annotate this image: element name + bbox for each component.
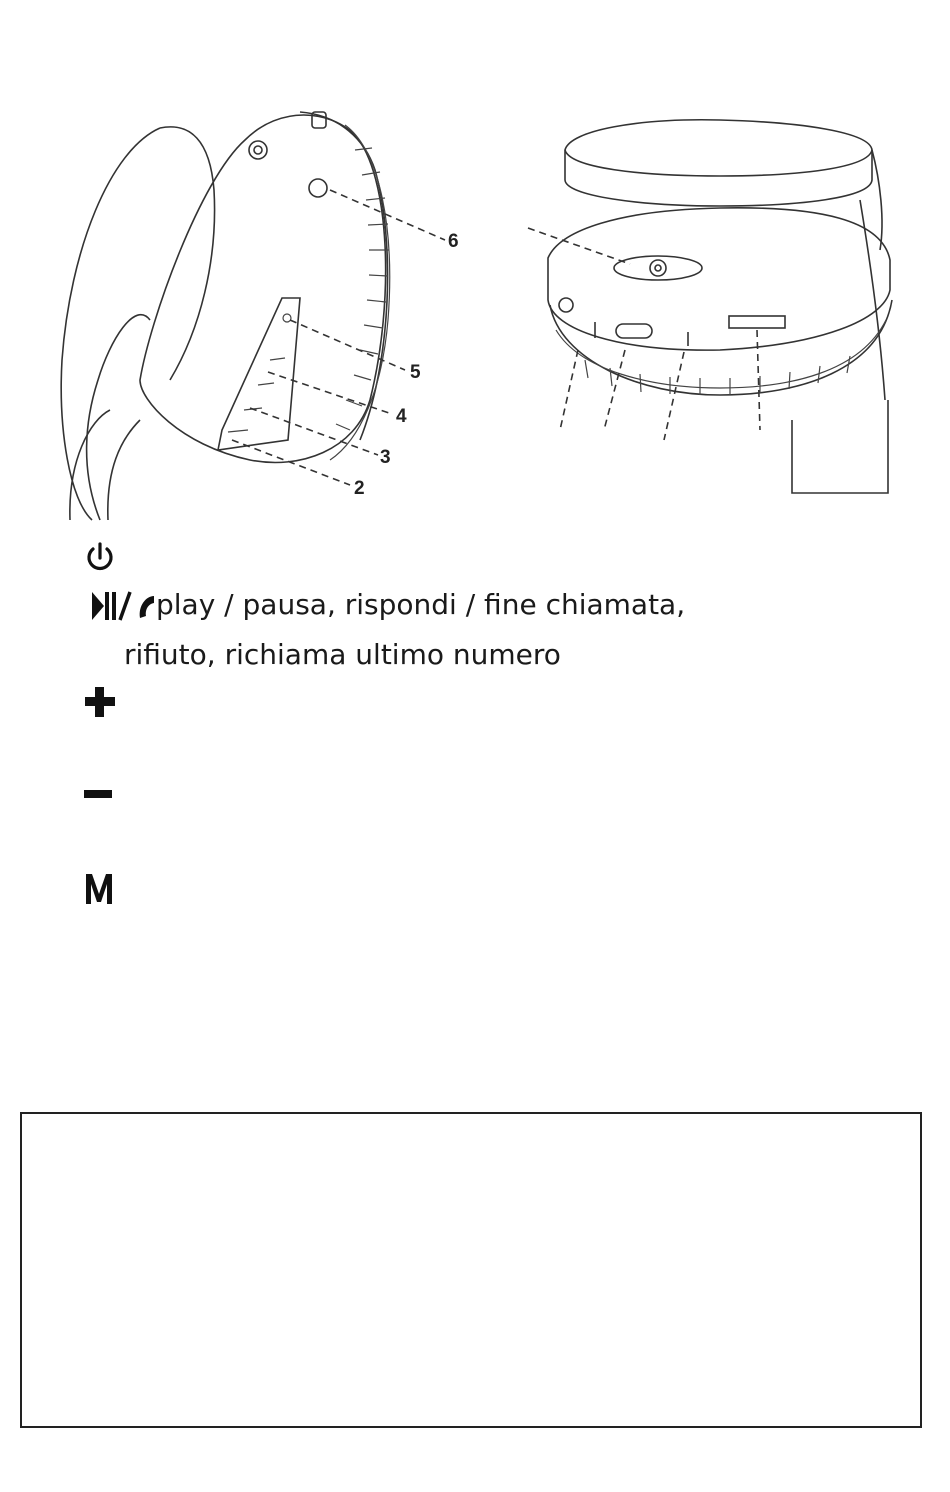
callout-2: 2 (354, 478, 365, 499)
legend-item-minus (82, 776, 122, 824)
play-pause-phone-icon (82, 588, 166, 624)
callout-3: 3 (380, 447, 391, 468)
legend-item-power (82, 540, 122, 588)
headphones-figure (0, 0, 950, 530)
mode-m-icon (82, 868, 122, 904)
callout-5: 5 (410, 362, 421, 383)
right-headphone-illustration (528, 120, 892, 493)
legend-item-play-pause (82, 588, 685, 636)
plus-icon (82, 684, 122, 720)
callout-4: 4 (396, 406, 407, 427)
legend-item-mode (82, 868, 122, 916)
callout-6: 6 (448, 231, 459, 252)
minus-icon (82, 776, 122, 812)
legend-text-play-pause-continued: rifiuto, richiama ultimo numero (124, 638, 561, 671)
legend-text-play-pause: play / pausa, rispondi / fine chiamata, (156, 588, 686, 621)
left-headphone-illustration (61, 112, 458, 520)
empty-info-box (20, 1112, 922, 1428)
legend-item-plus (82, 684, 122, 732)
power-icon (82, 540, 122, 576)
